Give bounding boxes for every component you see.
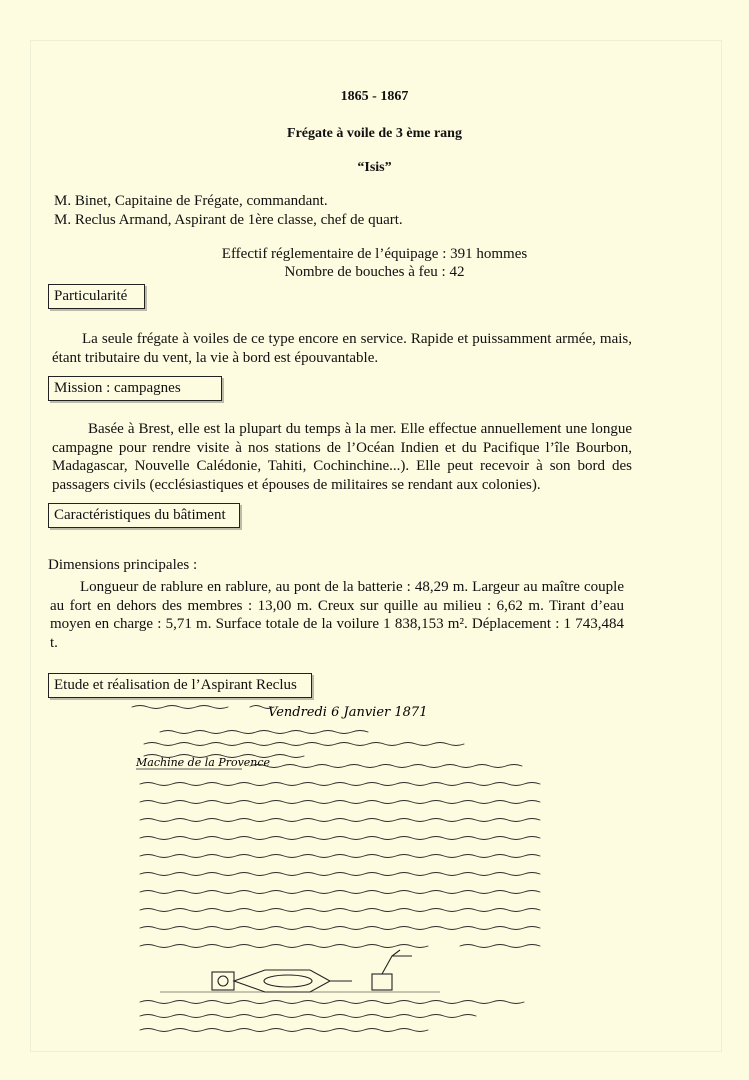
crew-count: Effectif réglementaire de l’équipage : 391 hommes	[221, 246, 528, 262]
mechanism-sketch	[160, 950, 440, 992]
manuscript-date: Vendredi 6 Janvier 1871	[268, 705, 428, 720]
scribble-lines	[132, 706, 540, 1032]
mission-text: Basée à Brest, elle est la plupart du temps à la mer. Elle effectue annuellement une longue campagne pour rendre visite à nos stations de l’Océan Indien et du Pacifique l’île Bourbon, Madagascar, Nouvelle Calédonie, Tahiti, Cochinchine...). Elle peut recevoir à son bord des passagers civils (ecclésiastiques et épouses de militaires se rendant aux colonies).	[52, 421, 632, 493]
caracteristiques-text: Longueur de rablure en rablure, au pont de la batterie : 48,29 m. Largeur au maître couple au fort en dehors des membres : 13,00 m. Creux sur quille au milieu : 6,62 m. Tirant d’eau moyen en charge : 5,71 m. Surface totale de la voilure 1 838,153 m². Déplacement : 1 743,484 t.	[50, 579, 624, 651]
dimensions-label: Dimensions principales :	[48, 557, 198, 573]
ship-type-heading: Frégate à voile de 3 ème rang	[287, 126, 462, 141]
section-title-particularite: Particularité	[48, 284, 145, 309]
years-heading: 1865 - 1867	[340, 89, 409, 104]
particularite-text: La seule frégate à voiles de ce type encore en service. Rapide et puissamment armée, mais, étant tributaire du vent, la vie à bord est épouvantable.	[52, 331, 632, 366]
gun-count: Nombre de bouches à feu : 42	[284, 264, 465, 280]
officer-commandant: M. Binet, Capitaine de Frégate, commandant.	[54, 193, 328, 209]
ship-name-heading: “Isis”	[357, 160, 392, 175]
manuscript-heading: Machine de la Provence	[136, 756, 271, 769]
handwritten-manuscript	[130, 702, 570, 1032]
section-title-caracteristiques: Caractéristiques du bâtiment	[48, 503, 240, 528]
officer-reclus: M. Reclus Armand, Aspirant de 1ère classe, chef de quart.	[54, 212, 403, 228]
section-title-etude: Etude et réalisation de l’Aspirant Reclus	[48, 673, 312, 698]
section-title-mission: Mission : campagnes	[48, 376, 222, 401]
